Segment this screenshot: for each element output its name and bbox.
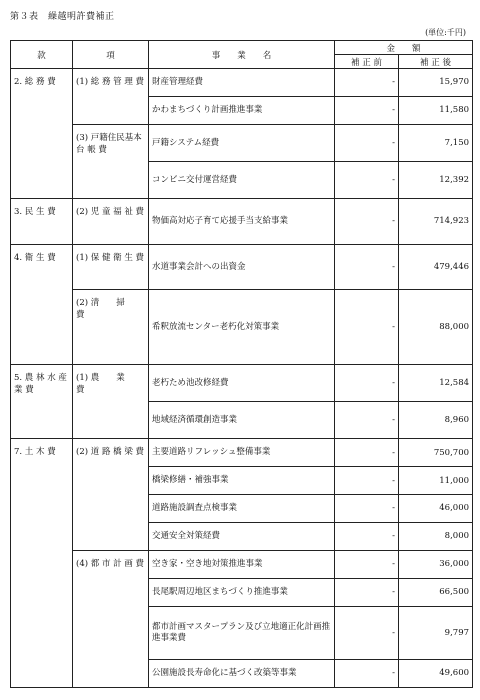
cell-after: 479,446 — [399, 244, 473, 290]
cell-kan: 5. 農 林 水 産 業 費 — [11, 364, 73, 438]
cell-before: - — [335, 659, 399, 687]
cell-item-name: 公園施設長寿命化に基づく改築等事業 — [149, 659, 335, 687]
cell-before: - — [335, 244, 399, 290]
cell-after: 11,000 — [399, 467, 473, 495]
table-row — [11, 550, 473, 578]
cell-kan: 2. 総 務 費 — [11, 69, 73, 199]
header-kingaku: 金 額 — [335, 41, 473, 55]
cell-before: - — [335, 439, 399, 467]
cell-item-name: 希釈放流センター老朽化対策事業 — [149, 290, 335, 364]
header-before: 補 正 前 — [335, 55, 399, 69]
cell-before: - — [335, 290, 399, 364]
cell-item-name: 財産管理経費 — [149, 69, 335, 97]
cell-item-name: 物価高対応子育て応援手当支給事業 — [149, 199, 335, 245]
cell-after: 88,000 — [399, 290, 473, 364]
cell-item-name: 道路施設調査点検事業 — [149, 494, 335, 522]
cell-item-name: かわまちづくり計画推進事業 — [149, 96, 335, 124]
cell-kou: (4) 都 市 計 画 費 — [73, 550, 149, 687]
cell-after: 36,000 — [399, 550, 473, 578]
header-after: 補 正 後 — [399, 55, 473, 69]
cell-after: 7,150 — [399, 124, 473, 161]
table-row — [11, 364, 473, 401]
table-row — [11, 290, 473, 364]
cell-kou: (3) 戸籍住民基本 台 帳 費 — [73, 124, 149, 198]
cell-before: - — [335, 124, 399, 161]
cell-before: - — [335, 606, 399, 659]
table-row — [11, 244, 473, 290]
cell-kou: (1) 農 業 費 — [73, 364, 149, 438]
cell-kou: (2) 道 路 橋 梁 費 — [73, 439, 149, 551]
table-header — [11, 41, 473, 69]
cell-before: - — [335, 96, 399, 124]
cell-before: - — [335, 69, 399, 97]
cell-item-name: 地域経済循環創造事業 — [149, 401, 335, 438]
cell-before: - — [335, 494, 399, 522]
cell-after: 8,960 — [399, 401, 473, 438]
table-row — [11, 124, 473, 161]
unit-note: (単位:千円) — [425, 28, 466, 37]
cell-after: 9,797 — [399, 606, 473, 659]
cell-after: 66,500 — [399, 578, 473, 606]
cell-item-name: 空き家・空き地対策推進事業 — [149, 550, 335, 578]
cell-item-name: 水道事業会計への出資金 — [149, 244, 335, 290]
table-row — [11, 69, 473, 97]
header-jigyo: 事 業 名 — [149, 41, 335, 69]
cell-after: 750,700 — [399, 439, 473, 467]
cell-after: 12,584 — [399, 364, 473, 401]
cell-kou: (1) 総 務 管 理 費 — [73, 69, 149, 125]
cell-kou: (2) 清 掃 費 — [73, 290, 149, 364]
header-kou: 項 — [73, 41, 149, 69]
budget-table — [10, 40, 473, 688]
header-kan: 款 — [11, 41, 73, 69]
cell-after: 46,000 — [399, 494, 473, 522]
cell-item-name: 橋梁修繕・補強事業 — [149, 467, 335, 495]
cell-item-name: 長尾駅周辺地区まちづくり推進事業 — [149, 578, 335, 606]
table-row — [11, 199, 473, 245]
cell-before: - — [335, 401, 399, 438]
cell-kou: (2) 児 童 福 祉 費 — [73, 199, 149, 245]
cell-before: - — [335, 578, 399, 606]
cell-before: - — [335, 161, 399, 198]
cell-item-name: 戸籍システム経費 — [149, 124, 335, 161]
cell-kou: (1) 保 健 衛 生 費 — [73, 244, 149, 290]
cell-after: 8,000 — [399, 522, 473, 550]
cell-before: - — [335, 522, 399, 550]
cell-after: 49,600 — [399, 659, 473, 687]
cell-kan: 7. 土 木 費 — [11, 439, 73, 688]
cell-before: - — [335, 550, 399, 578]
cell-after: 15,970 — [399, 69, 473, 97]
table-body — [11, 69, 473, 688]
cell-before: - — [335, 467, 399, 495]
cell-before: - — [335, 199, 399, 245]
table-row — [11, 439, 473, 467]
cell-after: 714,923 — [399, 199, 473, 245]
cell-kan: 3. 民 生 費 — [11, 199, 73, 245]
cell-item-name: コンビニ交付運営経費 — [149, 161, 335, 198]
cell-after: 12,392 — [399, 161, 473, 198]
cell-item-name: 老朽ため池改修経費 — [149, 364, 335, 401]
cell-kan: 4. 衛 生 費 — [11, 244, 73, 364]
cell-item-name: 主要道路リフレッシュ整備事業 — [149, 439, 335, 467]
cell-item-name: 都市計画マスタープラン及び立地適正化計画推進事業費 — [149, 606, 335, 659]
cell-item-name: 交通安全対策経費 — [149, 522, 335, 550]
page-title: 第３表 繰越明許費補正 — [10, 12, 115, 22]
cell-after: 11,580 — [399, 96, 473, 124]
cell-before: - — [335, 364, 399, 401]
